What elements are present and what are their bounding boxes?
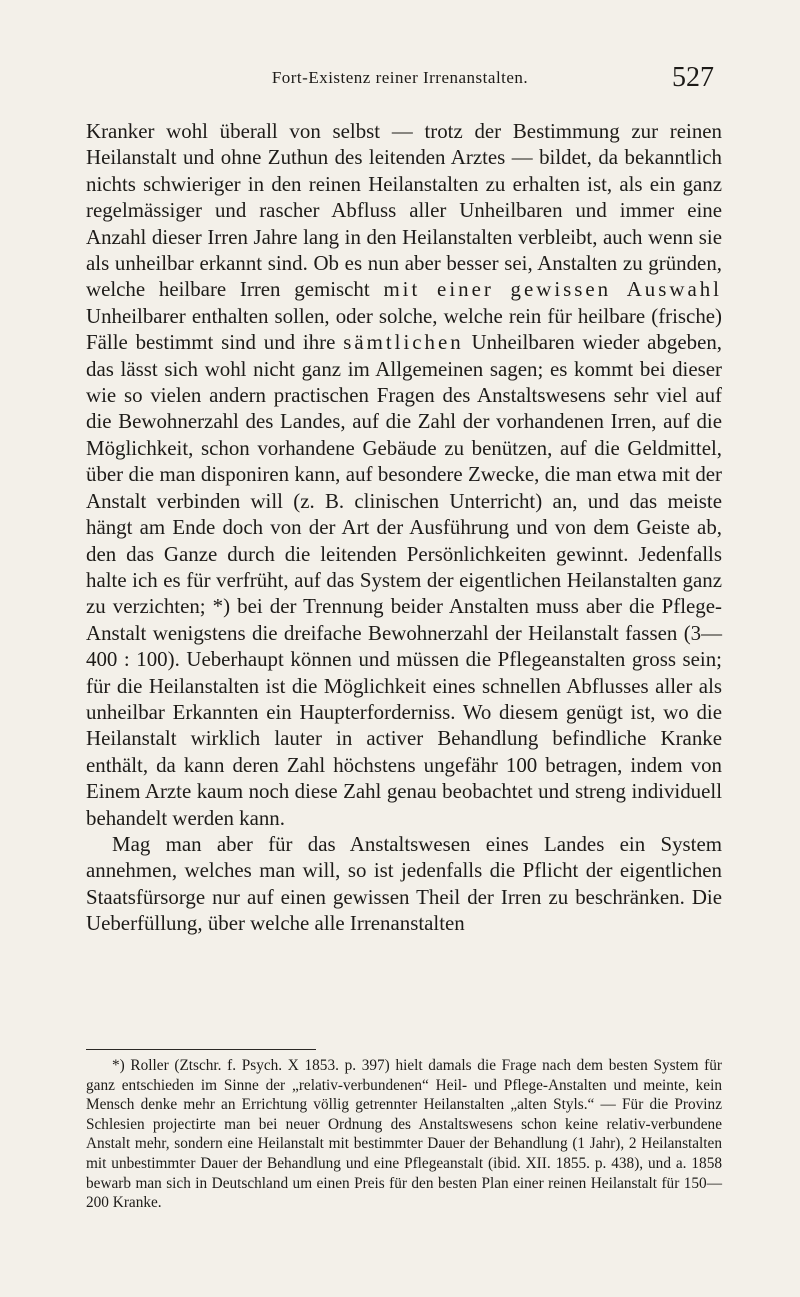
paragraph-1-part-c: Unheilbaren wieder abgeben, das lässt sich wohl nicht ganz im Allgemeinen sagen; es kommt bei dieser wie so vielen andern practischen Fragen des Anstaltswesens sehr viel auf die Bewohnerzahl des Landes, auf die Zahl der vorhandenen Irren, auf die Möglichkeit, schon vorhandene Gebäude zu benützen, auf die Geldmittel, über die man disponiren kann, auf besondere Zwecke, die man etwa mit der Anstalt verbinden will (z. B. clinischen Unterricht) an, und das meiste hängt am Ende doch von der Art der Ausführung und von dem Geiste ab, den das Ganze durch die leitenden Persönlichkeiten gewinnt. Jedenfalls halte ich es für verfrüht, auf das System der eigentlichen Heilanstalten ganz zu verzichten; *) bei der Trennung beider Anstalten muss aber die Pflege-Anstalt wenigstens die dreifache Bewohnerzahl der Heilanstalt fassen (3—400 : 100). Ueberhaupt können und müssen die Pflegeanstalten gross sein; für die Heilanstalten ist die Möglichkeit eines schnellen Abflusses aller als unheilbar Erkannten ein Haupterforderniss. Wo diesem genügt ist, wo die Heilanstalt wirklich lauter in activer Behandlung befindliche Kranke enthält, da kann deren Zahl höchstens ungefähr 100 betragen, indem von Einem Arzte kaum noch diese Zahl genau beobachtet und streng individuell behandelt werden kann. — [86, 330, 723, 830]
page-number: 527 — [672, 62, 714, 93]
spaced-emphasis-1: mit einer gewissen Auswahl — [383, 277, 722, 302]
body-text — [86, 118, 722, 937]
footnote-divider — [86, 1049, 316, 1050]
footnote-1 — [86, 1056, 722, 1213]
paragraph-1-part-b: Unheilbarer enthalten sollen, oder solche, welche rein für heilbare (frische) Fälle bestimmt sind und ihre — [86, 303, 722, 355]
footnote-area — [86, 1056, 722, 1213]
paragraph-1-part-a: Kranker wohl überall von selbst — trotz der Bestimmung zur reinen Heilanstalt und ohne Zuthun des leitenden Arztes — bildet, da bekanntlich nichts schwieriger in den reinen Heilanstalten zu erhalten ist, als ein ganz regelmässiger und rascher Abfluss aller Unheilbaren und immer eine Anzahl dieser Irren Jahre lang in den Heilanstalten verbleibt, auch wenn sie als unheilbar erkannt sind. Ob es nun aber besser sei, Anstalten zu gründen, welche heilbare Irren gemischt — [86, 119, 722, 302]
running-head — [86, 64, 714, 94]
footnote-author: Roller — [130, 1057, 169, 1074]
running-title: Fort-Existenz reiner Irrenanstalten. — [271, 68, 529, 87]
footnote-text: (Ztschr. f. Psych. X 1853. p. 397) hielt damals die Frage nach dem besten System für ganz entschieden im Sinne der „relativ-verbundenen“ Heil- und Pflege-Anstalten und meinte, kein Mensch denke mehr an Errichtung völlig getrennter Heilanstalten „alten Styls.“ — Für die Provinz Schlesien projectirte man bei neuer Ordnung des Anstaltswesens schon keine relativ-verbundene Anstalt mehr, sondern eine Heilanstalt mit bestimmter Dauer der Behandlung (1 Jahr), 2 Heilanstalten mit unbestimmter Dauer der Behandlung und eine Pflegeanstalt (ibid. XII. 1855. p. 438), und a. 1858 bewarb man sich in Deutschland um einen Preis für den besten Plan einer reinen Heilanstalt für 150—200 Kranke. — [86, 1057, 722, 1212]
paragraph-1 — [86, 118, 722, 831]
paragraph-2: Mag man aber für das Anstaltswesen eines Landes ein System annehmen, welches man will, so ist jedenfalls die Pflicht der eigentlichen Staatsfürsorge nur auf einen gewissen Theil der Irren zu beschränken. Die Ueberfüllung, über welche alle Irrenanstalten — [86, 831, 722, 936]
spaced-emphasis-2: sämtlichen — [343, 330, 464, 355]
footnote-marker: *) — [112, 1057, 125, 1074]
